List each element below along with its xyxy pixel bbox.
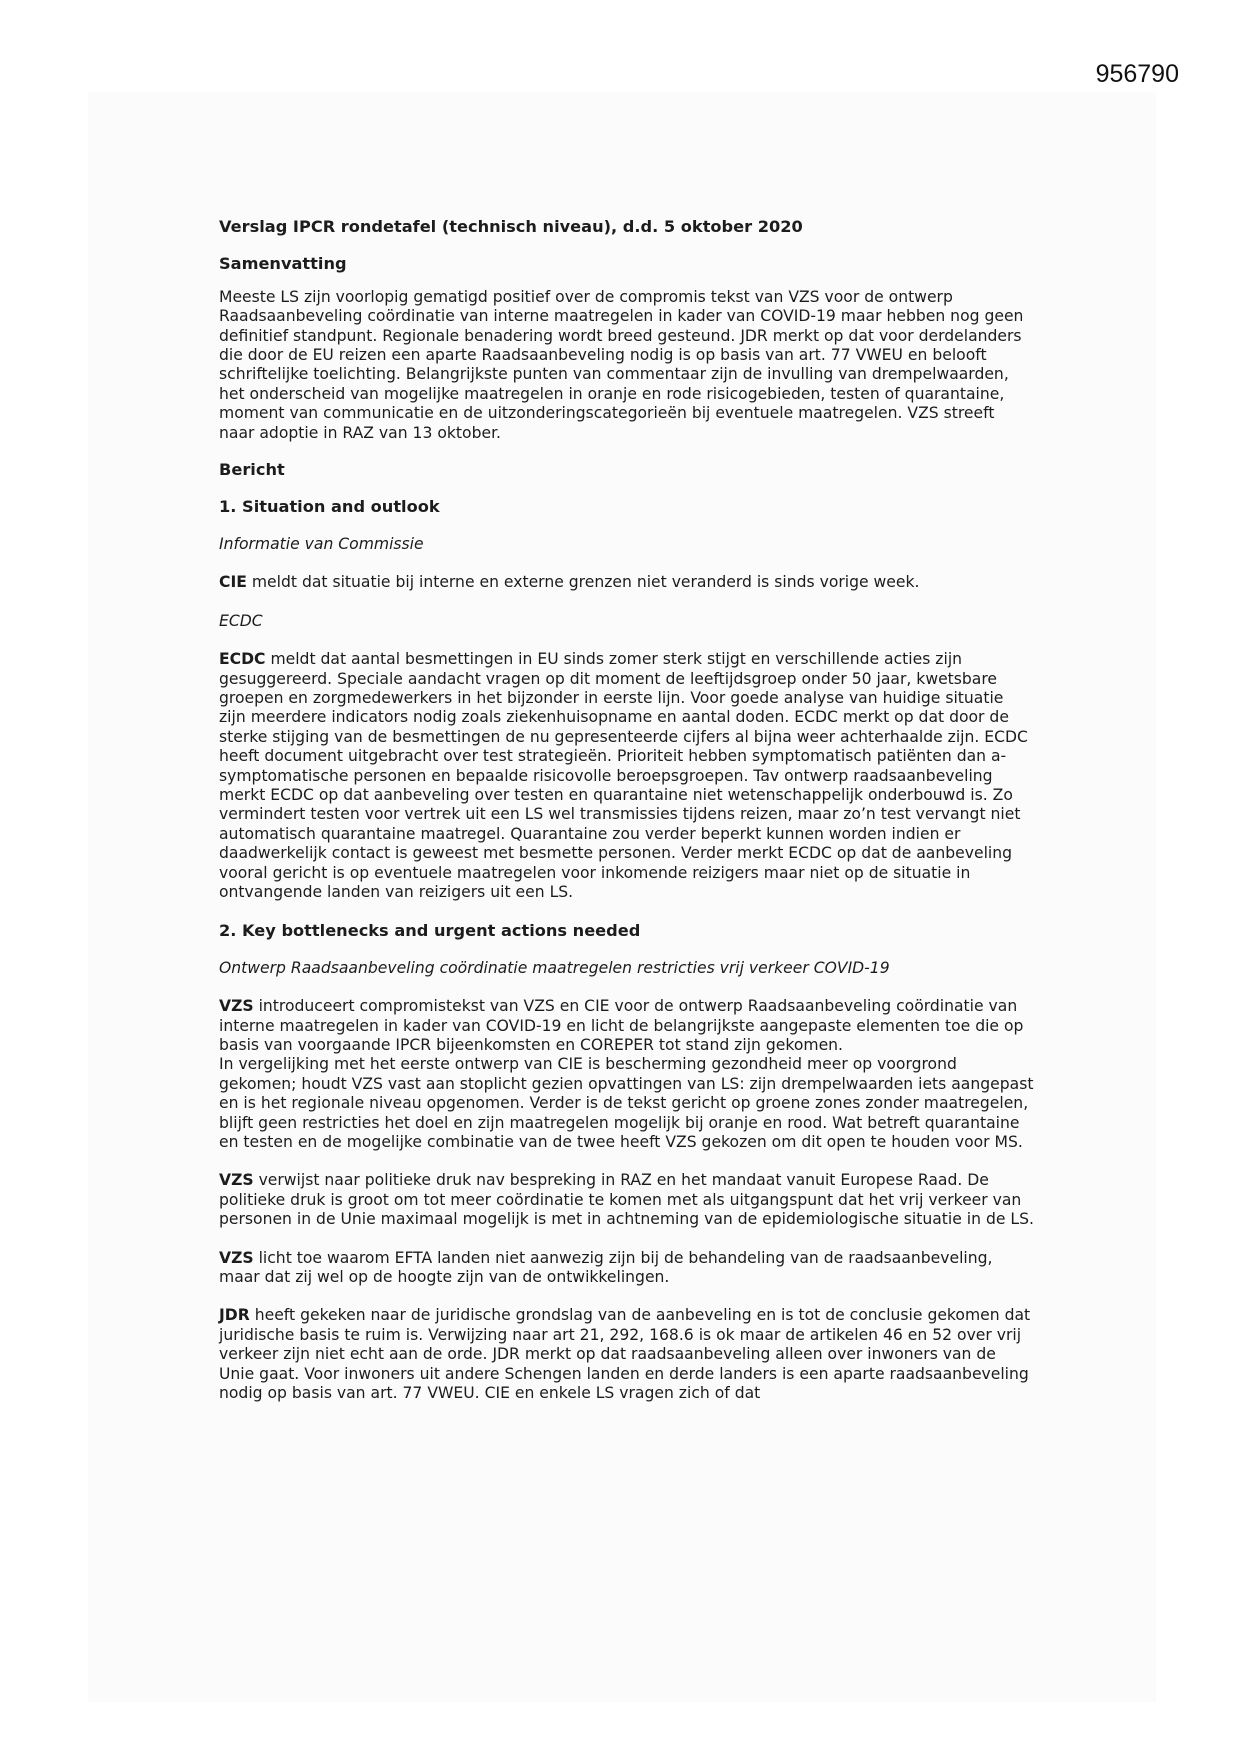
- paragraph-text: meldt dat aantal besmettingen in EU sinds zomer sterk stijgt en verschillende acties zijn gesuggereerd. Speciale aandacht vragen op dit moment de leeftijdsgroep onder 50 jaar, kwetsbare groepen en zorgmedewerkers in het bijzonder in eerste lijn. Voor goede analyse van huidige situatie zijn meerdere indicators nodig zoals ziekenhuisopname en aantal doden. ECDC merkt op dat door de sterke stijging van de besmettingen de nu gepresenteerde cijfers al bijna weer achterhaalde zijn. ECDC heeft document uitgebracht over test strategieën. Prioriteit hebben symptomatisch patiënten dan a-symptomatische personen en bepaalde risicovolle beroepsgroepen. Tav ontwerp raadsaanbeveling merkt ECDC op dat aanbeveling over testen en quarantaine niet wetenschappelijk onderbouwd is. Zo vermindert testen voor vertrek uit een LS wel transmissies tijdens reizen, maar zo’n test vervangt niet automatisch quarantaine maatregel. Quarantaine zou verder beperkt kunnen worden indien er daadwerkelijk contact is geweest met besmette personen. Verder merkt ECDC op dat de aanbeveling vooral gericht is op eventuele maatregelen voor inkomende reizigers maar niet op de situatie in ontvangende landen van reizigers uit een LS.: [219, 650, 1028, 901]
- paragraph-text: licht toe waarom EFTA landen niet aanwezig zijn bij de behandeling van de raadsaanbeveling, maar dat zij wel op de hoogte zijn van de ontwikkelingen.: [219, 1248, 993, 1287]
- summary-text: Meeste LS zijn voorlopig gematigd positief over de compromis tekst van VZS voor de ontwerp Raadsaanbeveling coördinatie van interne maatregelen in kader van COVID-19 maar hebben nog geen definitief standpunt. Regionale benadering wordt breed gesteund. JDR merkt op dat voor derdelanders die door de EU reizen een aparte Raadsaanbeveling nodig is op basis van art. 77 VWEU en belooft schriftelijke toelichting. Belangrijkste punten van commentaar zijn de invulling van drempelwaarden, het onderscheid van mogelijke maatregelen in oranje en rode risicogebieden, testen of quarantaine, moment van communicatie en de uitzonderingscategorieën bij eventuele maatregelen. VZS streeft naar adoptie in RAZ van 13 oktober.: [219, 287, 1024, 442]
- paragraph-vzs-1: [219, 997, 1034, 1055]
- paragraph-jdr: [219, 1306, 1034, 1403]
- speaker-label: ECDC: [219, 650, 266, 669]
- document-body: [219, 217, 1034, 1404]
- document-number: 956790: [1095, 60, 1179, 88]
- paragraph-ecdc: [219, 650, 1034, 902]
- speaker-label: VZS: [219, 1248, 254, 1267]
- document-title: Verslag IPCR rondetafel (technisch niveau), d.d. 5 oktober 2020: [219, 217, 803, 236]
- section-1-heading: 1. Situation and outlook: [219, 497, 440, 517]
- paragraph-text: meldt dat situatie bij interne en externe grenzen niet veranderd is sinds vorige week.: [246, 573, 920, 592]
- section-1-subheading-commissie: Informatie van Commissie: [219, 534, 424, 553]
- speaker-label: VZS: [219, 1171, 254, 1190]
- speaker-label: VZS: [219, 997, 254, 1016]
- speaker-label: CIE: [219, 573, 247, 592]
- bericht-heading: Bericht: [219, 460, 285, 480]
- paragraph-text: verwijst naar politieke druk nav bespreking in RAZ en het mandaat vanuit Europese Raad. De politieke druk is groot om tot meer coördinatie te komen met als uitgangspunt dat het vrij verkeer van personen in de Unie maximaal mogelijk is met in achtneming van de epidemiologische situatie in de LS.: [219, 1171, 1034, 1229]
- paragraph-text: introduceert compromistekst van VZS en CIE voor de ontwerp Raadsaanbeveling coördinatie van interne maatregelen in kader van COVID-19 en licht de belangrijkste aangepaste elementen toe die op basis van voorgaande IPCR bijeenkomsten en COREPER tot stand zijn gekomen.: [219, 997, 1024, 1054]
- paragraph-cie: [219, 573, 1034, 592]
- section-2-subheading: Ontwerp Raadsaanbeveling coördinatie maatregelen restricties vrij verkeer COVID-19: [219, 958, 890, 977]
- section-1-subheading-ecdc: ECDC: [219, 611, 263, 630]
- paragraph-vzs-1-continued: In vergelijking met het eerste ontwerp van CIE is bescherming gezondheid meer op voorgrond gekomen; houdt VZS vast aan stoplicht gezien opvattingen van LS: zijn drempelwaarden iets aangepast en is het regionale niveau opgenomen. Verder is de tekst gericht op groene zones zonder maatregelen, blijft geen restricties het doel en zijn maatregelen mogelijk bij oranje en rood. Wat betreft quarantaine en testen en de mogelijke combinatie van de twee heeft VZS gekozen om dit open te houden voor MS.: [219, 1055, 1034, 1152]
- paragraph-vzs-2: [219, 1171, 1034, 1229]
- paragraph-vzs-3: [219, 1249, 1034, 1288]
- summary-heading: Samenvatting: [219, 254, 347, 274]
- paragraph-text: heeft gekeken naar de juridische grondslag van de aanbeveling en is tot de conclusie gekomen dat juridische basis te ruim is. Verwijzing naar art 21, 292, 168.6 is ok maar de artikelen 46 en 52 over vrij verkeer zijn niet echt aan de orde. JDR merkt op dat raadsaanbeveling alleen over inwoners van de Unie gaat. Voor inwoners uit andere Schengen landen en derde landers is een aparte raadsaanbeveling nodig op basis van art. 77 VWEU. CIE en enkele LS vragen zich of dat: [219, 1306, 1031, 1403]
- section-2-heading: 2. Key bottlenecks and urgent actions needed: [219, 921, 641, 941]
- speaker-label: JDR: [219, 1306, 250, 1325]
